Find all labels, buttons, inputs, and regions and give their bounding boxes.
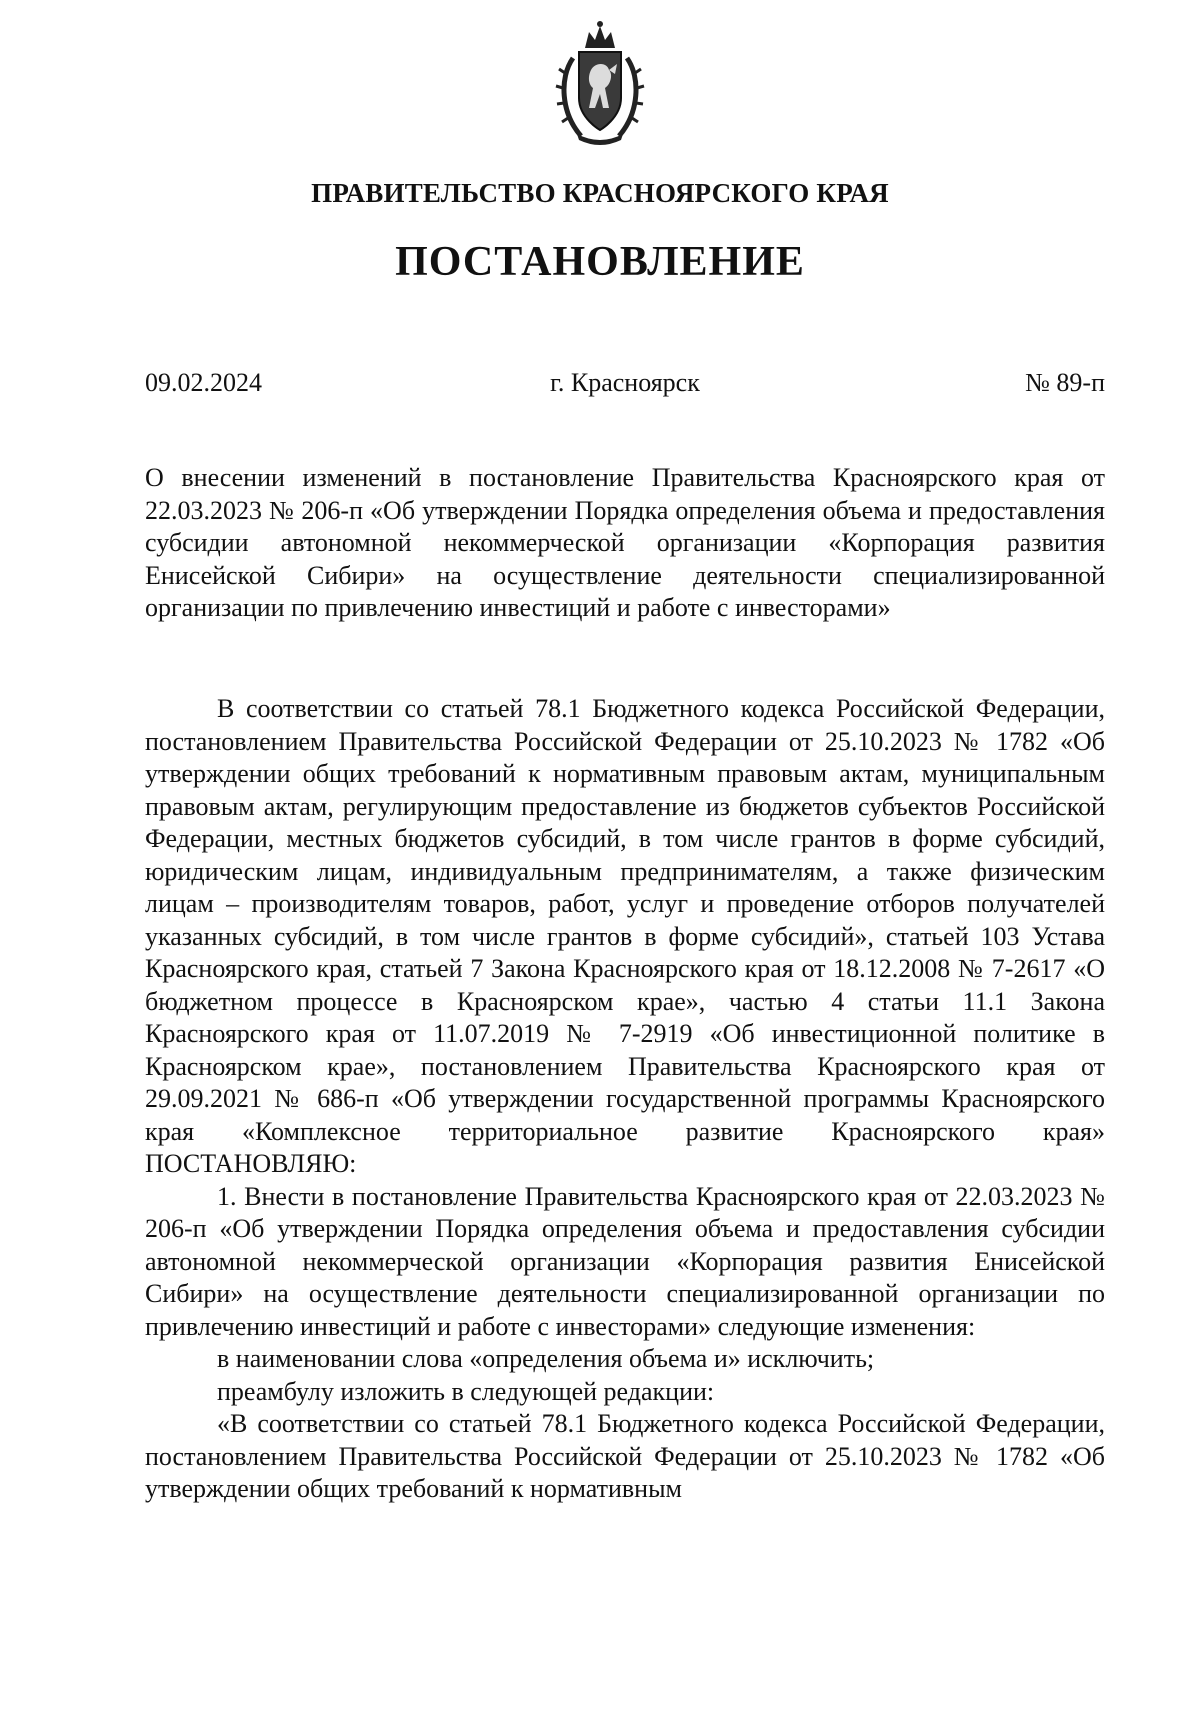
document-date: 09.02.2024 xyxy=(145,368,262,397)
body-paragraph: 1. Внести в постановление Правительства Красноярского края от 22.03.2023 № 206-п «Об утверждении Порядка определения объема и предоставления субсидии автономной некоммерческой организации «Корпорация развития Енисейской Сибири» на осуществление деятельности специализированной организации по привлечению инвестиций и работе с инвесторами» следующие изменения: xyxy=(145,1181,1105,1341)
body-paragraph: в наименовании слова «определения объема и» исключить; xyxy=(217,1344,875,1373)
document-number: № 89-п xyxy=(1025,368,1105,397)
body-paragraph: «В соответствии со статьей 78.1 Бюджетного кодекса Российской Федерации, постановлением Правительства Российской Федерации от 25.10.2023 № 1782 «Об утверждении общих требований к нормативным xyxy=(145,1409,1105,1503)
document-city: г. Красноярск xyxy=(550,368,700,397)
coat-of-arms-emblem xyxy=(555,18,645,148)
document-type-heading: ПОСТАНОВЛЕНИЕ xyxy=(395,239,805,285)
organization-heading: ПРАВИТЕЛЬСТВО КРАСНОЯРСКОГО КРАЯ xyxy=(311,178,889,208)
document-meta-line xyxy=(145,368,1105,404)
document-subject: О внесении изменений в постановление Правительства Красноярского края от 22.03.2023 № 206-п «Об утверждении Порядка определения объема и предоставления субсидии автономной некоммерческой организации «Корпорация развития Енисейской Сибири» на осуществление деятельности специализированной организации по привлечению инвестиций и работе с инвесторами» xyxy=(145,463,1105,622)
body-paragraph: В соответствии со статьей 78.1 Бюджетного кодекса Российской Федерации, постановлением Правительства Российской Федерации от 25.10.2023 № 1782 «Об утверждении общих требований к нормативным правовым актам, муниципальным правовым актам, регулирующим предоставление из бюджетов субъектов Российской Федерации, местных бюджетов субсидий, в том числе грантов в форме субсидий, юридическим лицам, индивидуальным предпринимателям, а также физическим лицам – производителям товаров, работ, услуг и проведение отборов получателей указанных субсидий, в том числе грантов в форме субсидий», статьей 103 Устава Красноярского края, статьей 7 Закона Красноярского края от 18.12.2008 № 7-2617 «О бюджетном процессе в Красноярском крае», частью 4 статьи 11.1 Закона Красноярского края от 11.07.2019 № 7-2919 «Об инвестиционной политике в Красноярском крае», постановлением Правительства Красноярского края от 29.09.2021 № 686-п «Об утверждении государственной программы Красноярского края «Комплексное территориальное развитие Красноярского края» ПОСТАНОВЛЯЮ: xyxy=(145,694,1105,1178)
body-paragraph: преамбулу изложить в следующей редакции: xyxy=(217,1376,715,1406)
document-body xyxy=(145,693,1105,1506)
